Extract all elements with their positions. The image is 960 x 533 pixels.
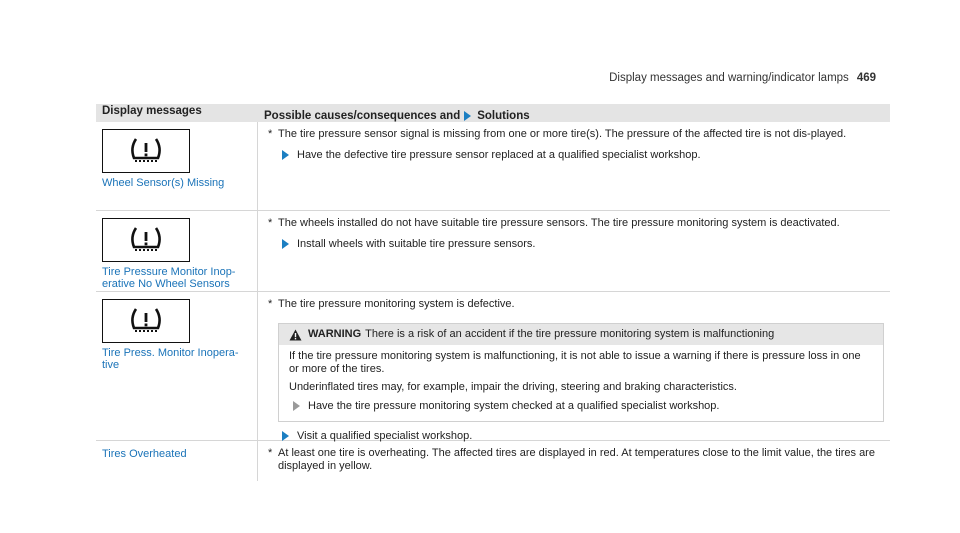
cause-text: The wheels installed do not have suitable tire pressure sensors. The tire pressure monitoring system is deactivated. — [278, 217, 840, 229]
arrow-right-icon — [282, 431, 289, 441]
tire-pressure-warning-icon — [102, 299, 190, 343]
step-text: Install wheels with suitable tire pressure sensors. — [297, 238, 536, 250]
step-text: Visit a qualified specialist workshop. — [297, 430, 473, 442]
message-name: Tire Press. Monitor Inopera-tive — [102, 347, 239, 371]
warning-box — [278, 323, 884, 422]
display-message-cell — [96, 122, 258, 210]
warning-triangle-icon — [289, 329, 302, 341]
message-name: Tires Overheated — [102, 448, 187, 460]
warning-label: WARNING — [308, 328, 362, 340]
table-row — [96, 122, 890, 211]
cause-text: The tire pressure monitoring system is defective. — [278, 298, 515, 310]
warning-paragraph: If the tire pressure monitoring system is malfunctioning, it is not able to issue a warning if there is pressure loss in one or more of the tires. — [289, 350, 861, 375]
header-title: Display messages and warning/indicator lamps — [609, 72, 849, 84]
solution-step — [282, 238, 884, 251]
cause-text: At least one tire is overheating. The affected tires are displayed in red. At temperatures close to the limit value, the tires are displayed in yellow. — [278, 447, 875, 472]
warning-title: There is a risk of an accident if the tire pressure monitoring system is malfunctioning — [365, 328, 775, 340]
arrow-right-icon — [282, 150, 289, 160]
cause-cell: * The tire pressure sensor signal is missing from one or more tire(s). The pressure of the affected tire is not dis-played. Have the defective tire pressure sensor replaced at a qualified specialist workshop. — [258, 122, 890, 210]
messages-table — [96, 104, 890, 481]
table-header — [96, 104, 890, 122]
message-name: Wheel Sensor(s) Missing — [102, 177, 225, 189]
cause-cell: * The wheels installed do not have suitable tire pressure sensors. The tire pressure monitoring system is deactivated. Install wheels with suitable tire pressure sensors. — [258, 211, 890, 291]
table-row — [96, 211, 890, 292]
display-message-cell — [96, 292, 258, 440]
cause-cell: * At least one tire is overheating. The affected tires are displayed in red. At temperatures close to the limit value, the tires are displayed in yellow. — [258, 441, 890, 481]
arrow-right-icon — [282, 239, 289, 249]
step-text: Have the defective tire pressure sensor replaced at a qualified specialist workshop. — [297, 149, 701, 161]
table-row — [96, 441, 890, 481]
page-header — [609, 72, 876, 84]
arrow-right-icon — [464, 111, 471, 121]
step-text: Have the tire pressure monitoring system checked at a qualified specialist workshop. — [308, 400, 720, 412]
warning-paragraph: Underinflated tires may, for example, impair the driving, steering and braking characteristics. — [289, 381, 737, 393]
arrow-right-icon — [293, 401, 300, 411]
tire-pressure-warning-icon — [102, 218, 190, 262]
cause-cell: * The tire pressure monitoring system is defective. WARNING There is a risk of an accident if the tire pressure monitoring system is malfunctioning If the tire pressure monitoring system is malfunctioning, it is not able to issue a warning if there is pressure loss in one or more of the tires. Underinflated tires may, for example, impair the driving, steering and braking characteristics. Have the tire pressure monitoring system checked at a qualified specialist workshop. Visit a qualified specialist workshop. — [258, 292, 890, 440]
col-causes — [258, 104, 890, 122]
col-display-messages: Display messages — [102, 105, 202, 117]
solution-step — [282, 149, 884, 162]
warning-step — [293, 400, 873, 413]
message-name: Tire Pressure Monitor Inop-erative No Wheel Sensors — [102, 266, 236, 290]
cause-text: The tire pressure sensor signal is missing from one or more tire(s). The pressure of the affected tire is not dis-played. — [278, 128, 847, 140]
display-message-cell — [96, 441, 258, 481]
tire-pressure-warning-icon — [102, 129, 190, 173]
warning-header — [279, 324, 883, 345]
display-message-cell — [96, 211, 258, 291]
page-number: 469 — [856, 72, 876, 84]
col-solutions-label: Solutions — [477, 110, 530, 122]
col-causes-label: Possible causes/consequences and — [264, 110, 461, 122]
table-row — [96, 292, 890, 441]
